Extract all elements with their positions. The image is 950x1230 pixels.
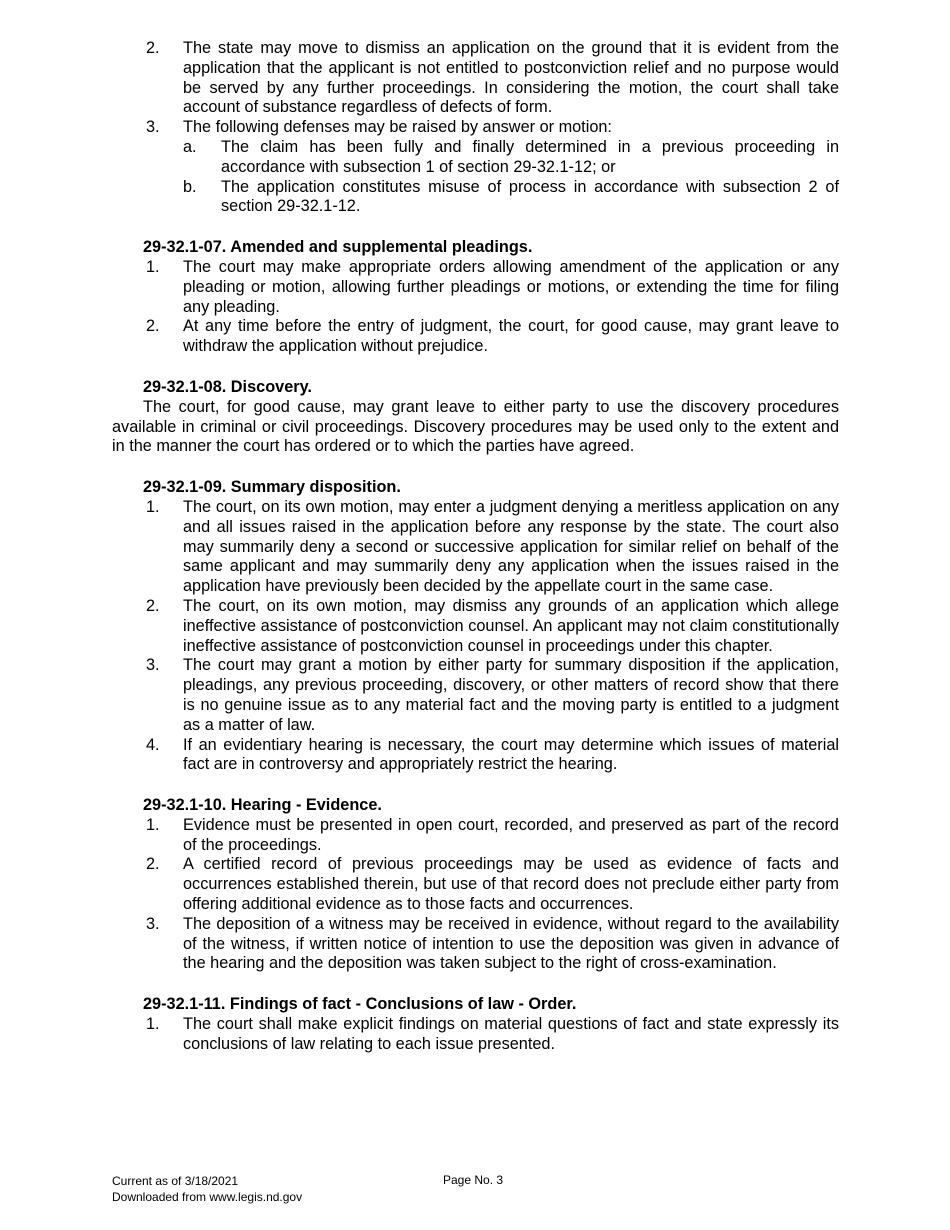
item-text: A certified record of previous proceedings may be used as evidence of facts and occurrences established therein, but use of that record does not preclude either party from offering additional evidence as to those facts and occurrences. [183,855,839,914]
sub-item-letter: a. [183,137,197,156]
sub-list-item [112,178,839,218]
item-number: 2. [146,855,160,874]
item-text: The following defenses may be raised by answer or motion: [183,118,612,137]
list-item [112,1015,839,1055]
section-heading-09: 29-32.1-09. Summary disposition. [143,478,401,497]
list-item [112,258,839,317]
item-number: 3. [146,656,160,675]
item-text: The deposition of a witness may be received in evidence, without regard to the availability of the witness, if written notice of intention to use the deposition was given in advance of the hearing and the deposition was taken subject to the right of cross-examination. [183,914,839,973]
list-item [112,39,839,118]
list-item [112,736,839,776]
item-text: The court shall make explicit findings on material questions of fact and state expressly its conclusions of law relating to each issue presented. [183,1015,839,1053]
item-text: If an evidentiary hearing is necessary, the court may determine which issues of material fact are in controversy and appropriately restrict the hearing. [183,735,839,774]
item-number: 2. [146,39,160,57]
section-heading-07: 29-32.1-07. Amended and supplemental pleadings. [143,238,533,257]
section-heading-08: 29-32.1-08. Discovery. [143,377,312,396]
item-text: The court may make appropriate orders allowing amendment of the application or any pleading or motion, allowing further pleadings or motions, or extending the time for filing any pleading. [183,257,839,316]
item-text: The court, on its own motion, may enter a judgment denying a meritless application on any and all issues raised in the application before any response by the state. The court also may summarily deny a second or successive application for similar relief on behalf of the same applicant and may summarily deny any application when the issues raised in the application have previously been decided by the appellate court in the same case. [183,497,839,596]
section-paragraph: The court, for good cause, may grant leave to either party to use the discovery procedures available in criminal or civil proceedings. Discovery procedures may be used only to the extent and in the manner the court has ordered or to which the parties have agreed. [112,397,839,456]
item-text: The court, on its own motion, may dismiss any grounds of an application which allege ineffective assistance of postconviction counsel. An applicant may not claim constitutionally ineffective assistance of postconviction counsel in proceedings under this chapter. [183,596,839,655]
sub-list-item [112,138,839,178]
sub-item-text: The claim has been fully and finally determined in a previous proceeding in accordance with subsection 1 of section 29-32.1-12; or [221,137,839,176]
list-item [112,816,839,856]
list-item [112,915,839,974]
sub-item-text: The application constitutes misuse of process in accordance with subsection 2 of section 29-32.1-12. [221,177,839,216]
item-text: At any time before the entry of judgment, the court, for good cause, may grant leave to withdraw the application without prejudice. [183,317,839,356]
list-item [112,498,839,597]
list-item [112,118,839,138]
item-text: The state may move to dismiss an application on the ground that it is evident from the application that the applicant is not entitled to postconviction relief and no purpose would be served by any further proceedings. In considering the motion, the court shall take account of substance regardless of defects of form. [183,39,839,117]
list-item [112,597,839,656]
section-heading-11: 29-32.1-11. Findings of fact - Conclusions of law - Order. [143,995,577,1014]
item-number: 1. [146,497,160,516]
list-item [112,317,839,357]
item-number: 2. [146,317,160,336]
list-item [112,656,839,735]
item-number: 1. [146,1015,160,1034]
list-item [112,855,839,914]
section-heading-10: 29-32.1-10. Hearing - Evidence. [143,796,382,815]
page-footer-info [112,1173,302,1205]
downloaded-from-text: Downloaded from www.legis.nd.gov [112,1190,303,1204]
item-number: 3. [146,118,160,137]
item-number: 3. [146,914,160,933]
document-body [112,39,839,1055]
current-as-of-text: Current as of 3/18/2021 [112,1174,239,1188]
item-text: The court may grant a motion by either party for summary disposition if the application, pleadings, any previous proceeding, discovery, or other matters of record show that there is no genuine issue as to any material fact and the moving party is entitled to a judgment as a matter of law. [183,656,839,734]
item-number: 1. [146,257,160,276]
item-number: 4. [146,735,160,754]
item-text: Evidence must be presented in open court, recorded, and preserved as part of the record of the proceedings. [183,815,839,854]
item-number: 1. [146,815,160,834]
page-number: Page No. 3 [443,1173,504,1187]
item-number: 2. [146,596,160,615]
sub-item-letter: b. [183,177,197,196]
